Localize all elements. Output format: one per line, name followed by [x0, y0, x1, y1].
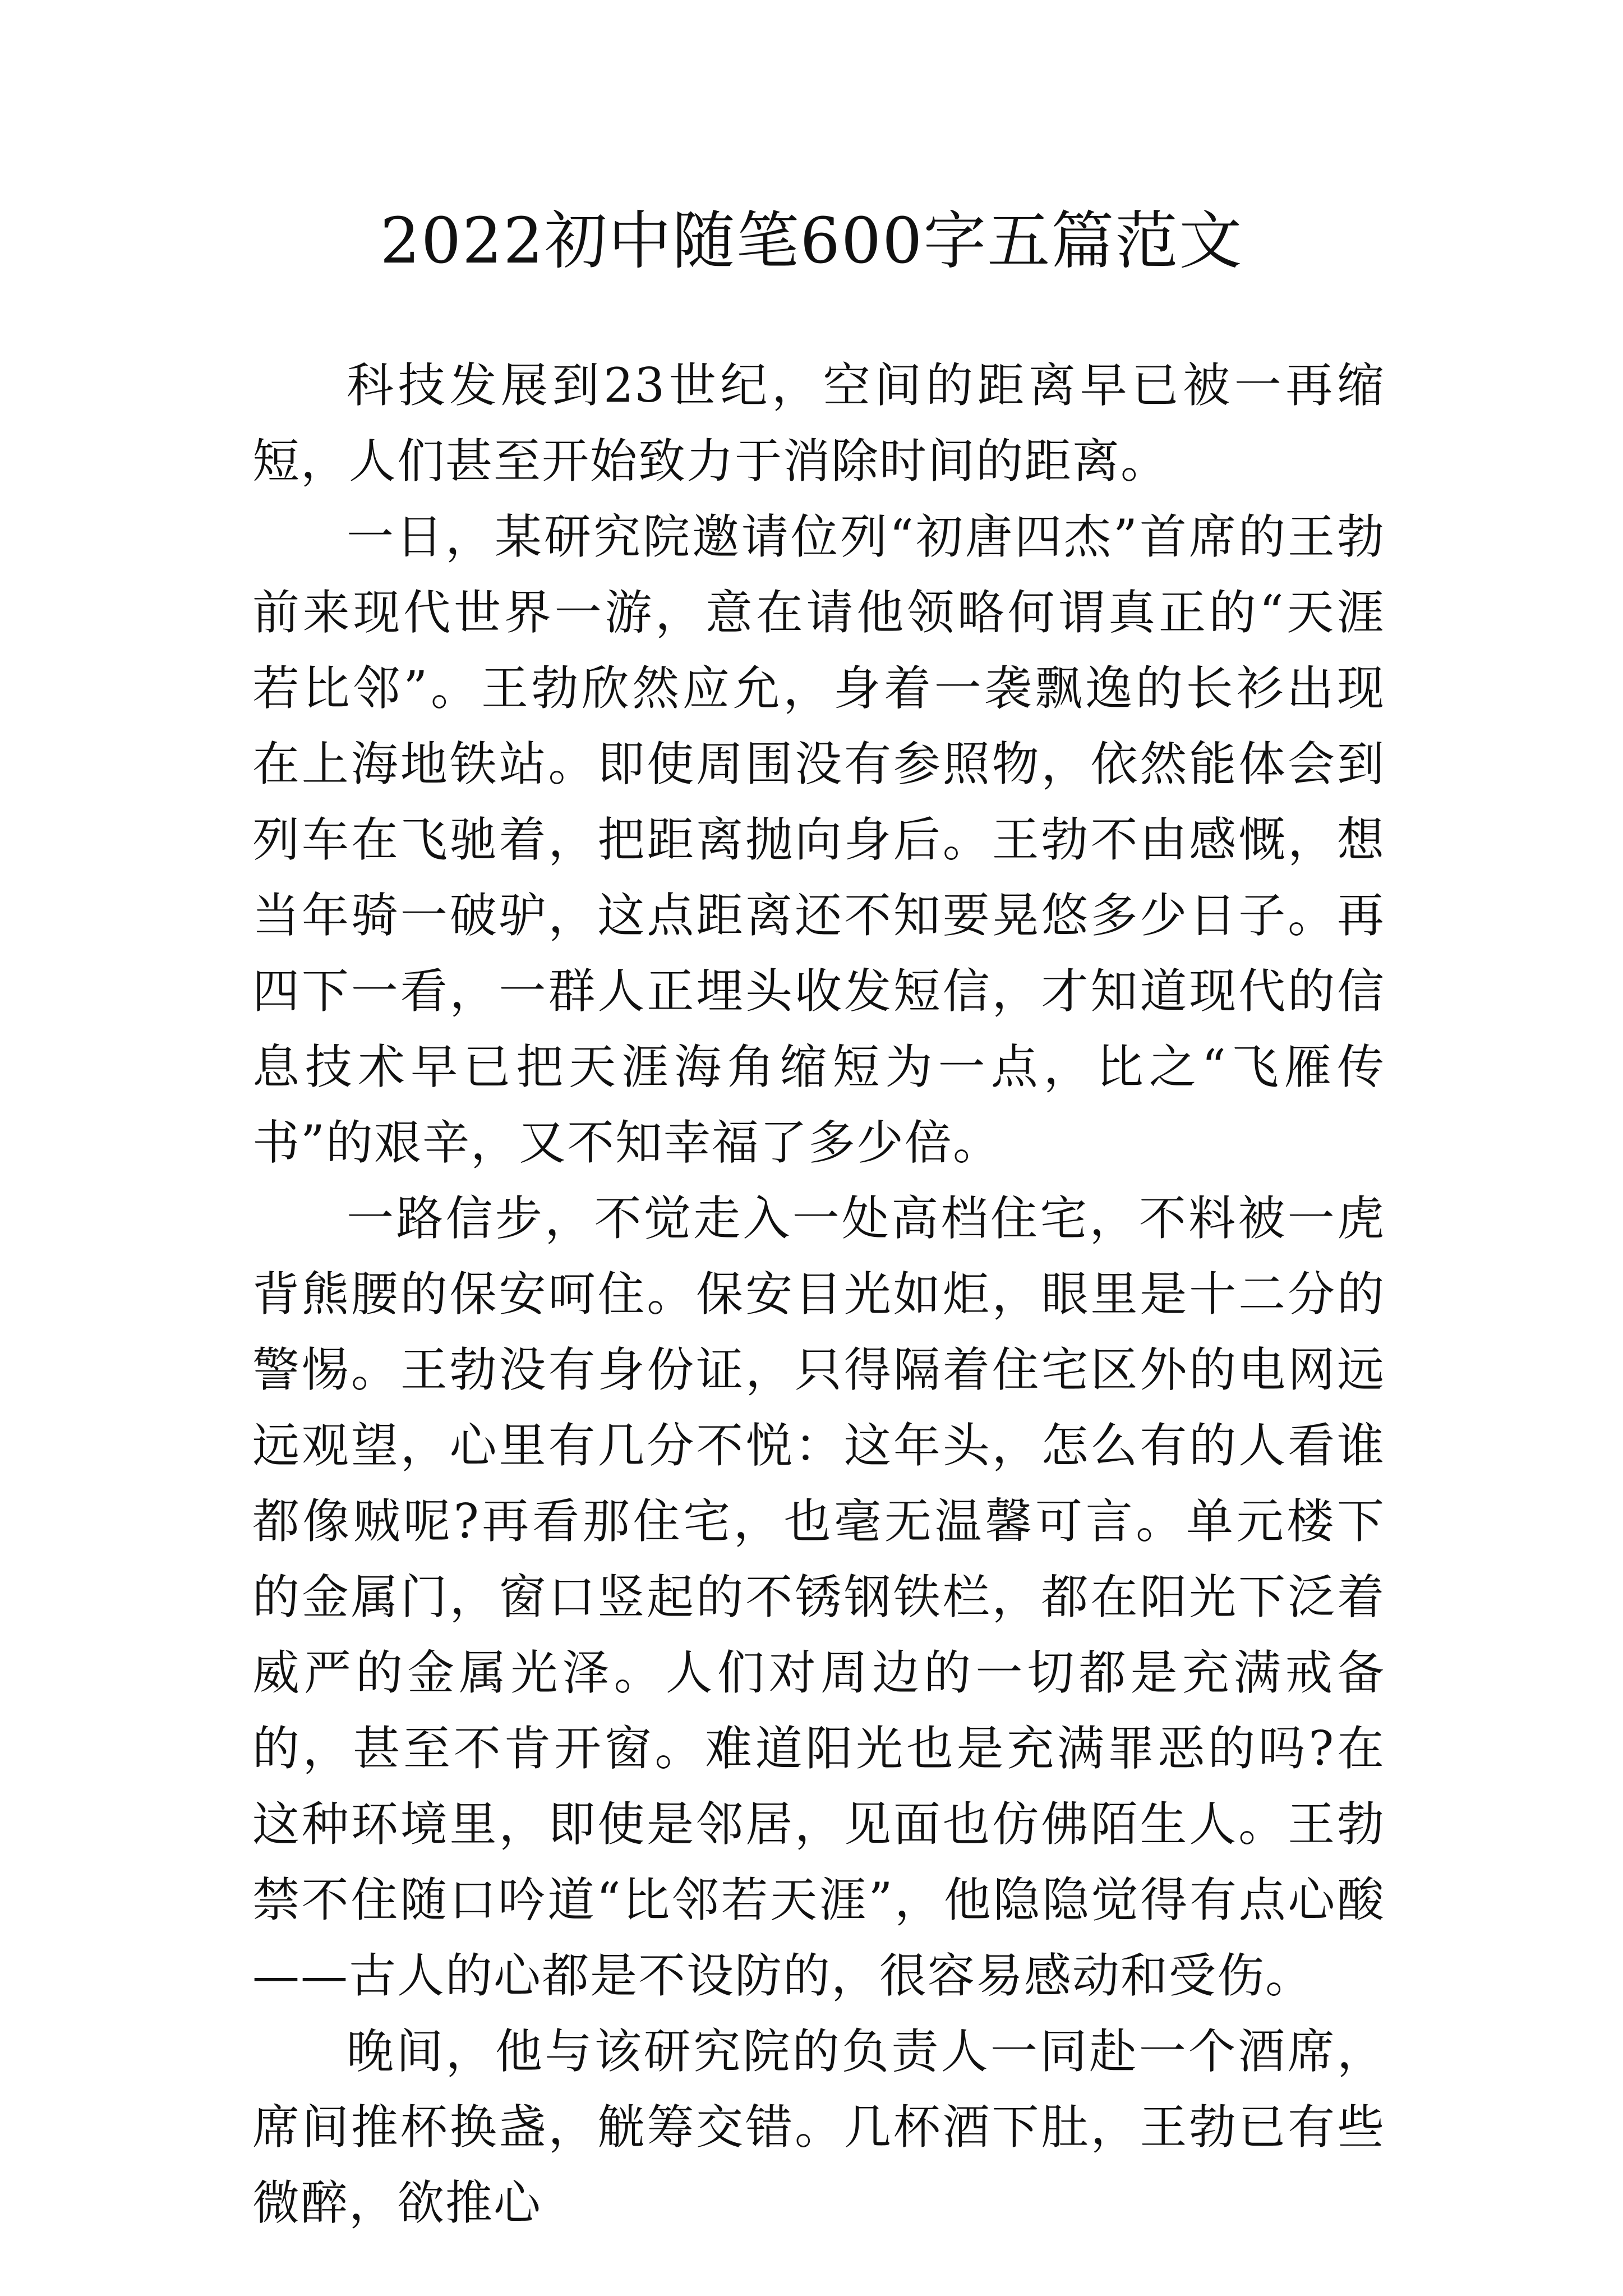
document-title: 2022初中随笔600字五篇范文: [380, 205, 1243, 278]
document-body: [252, 348, 1385, 2241]
paragraph: 晚间，他与该研究院的负责人一同赴一个酒席，席间推杯换盏，觥筹交错。几杯酒下肚，王勃已有些微醉，欲推心: [252, 2024, 1385, 2230]
paragraph: 一路信步，不觉走入一处高档住宅，不料被一虎背熊腰的保安呵住。保安目光如炬，眼里是十二分的警惕。王勃没有身份证，只得隔着住宅区外的电网远远观望，心里有几分不悦：这年头，怎么有的人看谁都像贼呢?再看那住宅，也毫无温馨可言。单元楼下的金属门，窗口竖起的不锈钢铁栏，都在阳光下泛着威严的金属光泽。人们对周边的一切都是充满戒备的，甚至不肯开窗。难道阳光也是充满罪恶的吗?在这种环境里，即使是邻居，见面也仿佛陌生人。王勃禁不住随口吟道“比邻若天涯”，他隐隐觉得有点心酸——古人的心都是不设防的，很容易感动和受伤。: [252, 1191, 1385, 2003]
paragraph: 科技发展到23世纪，空间的距离早已被一再缩短，人们甚至开始致力于消除时间的距离。: [252, 358, 1385, 489]
paragraph: 一日，某研究院邀请位列“初唐四杰”首席的王勃前来现代世界一游，意在请他领略何谓真正的“天涯若比邻”。王勃欣然应允，身着一袭飘逸的长衫出现在上海地铁站。即使周围没有参照物，依然能体会到列车在飞驰着，把距离抛向身后。王勃不由感慨，想当年骑一破驴，这点距离还不知要晃悠多少日子。再四下一看，一群人正埋头收发短信，才知道现代的信息技术早已把天涯海角缩短为一点，比之“飞雁传书”的艰辛，又不知幸福了多少倍。: [252, 509, 1385, 1170]
